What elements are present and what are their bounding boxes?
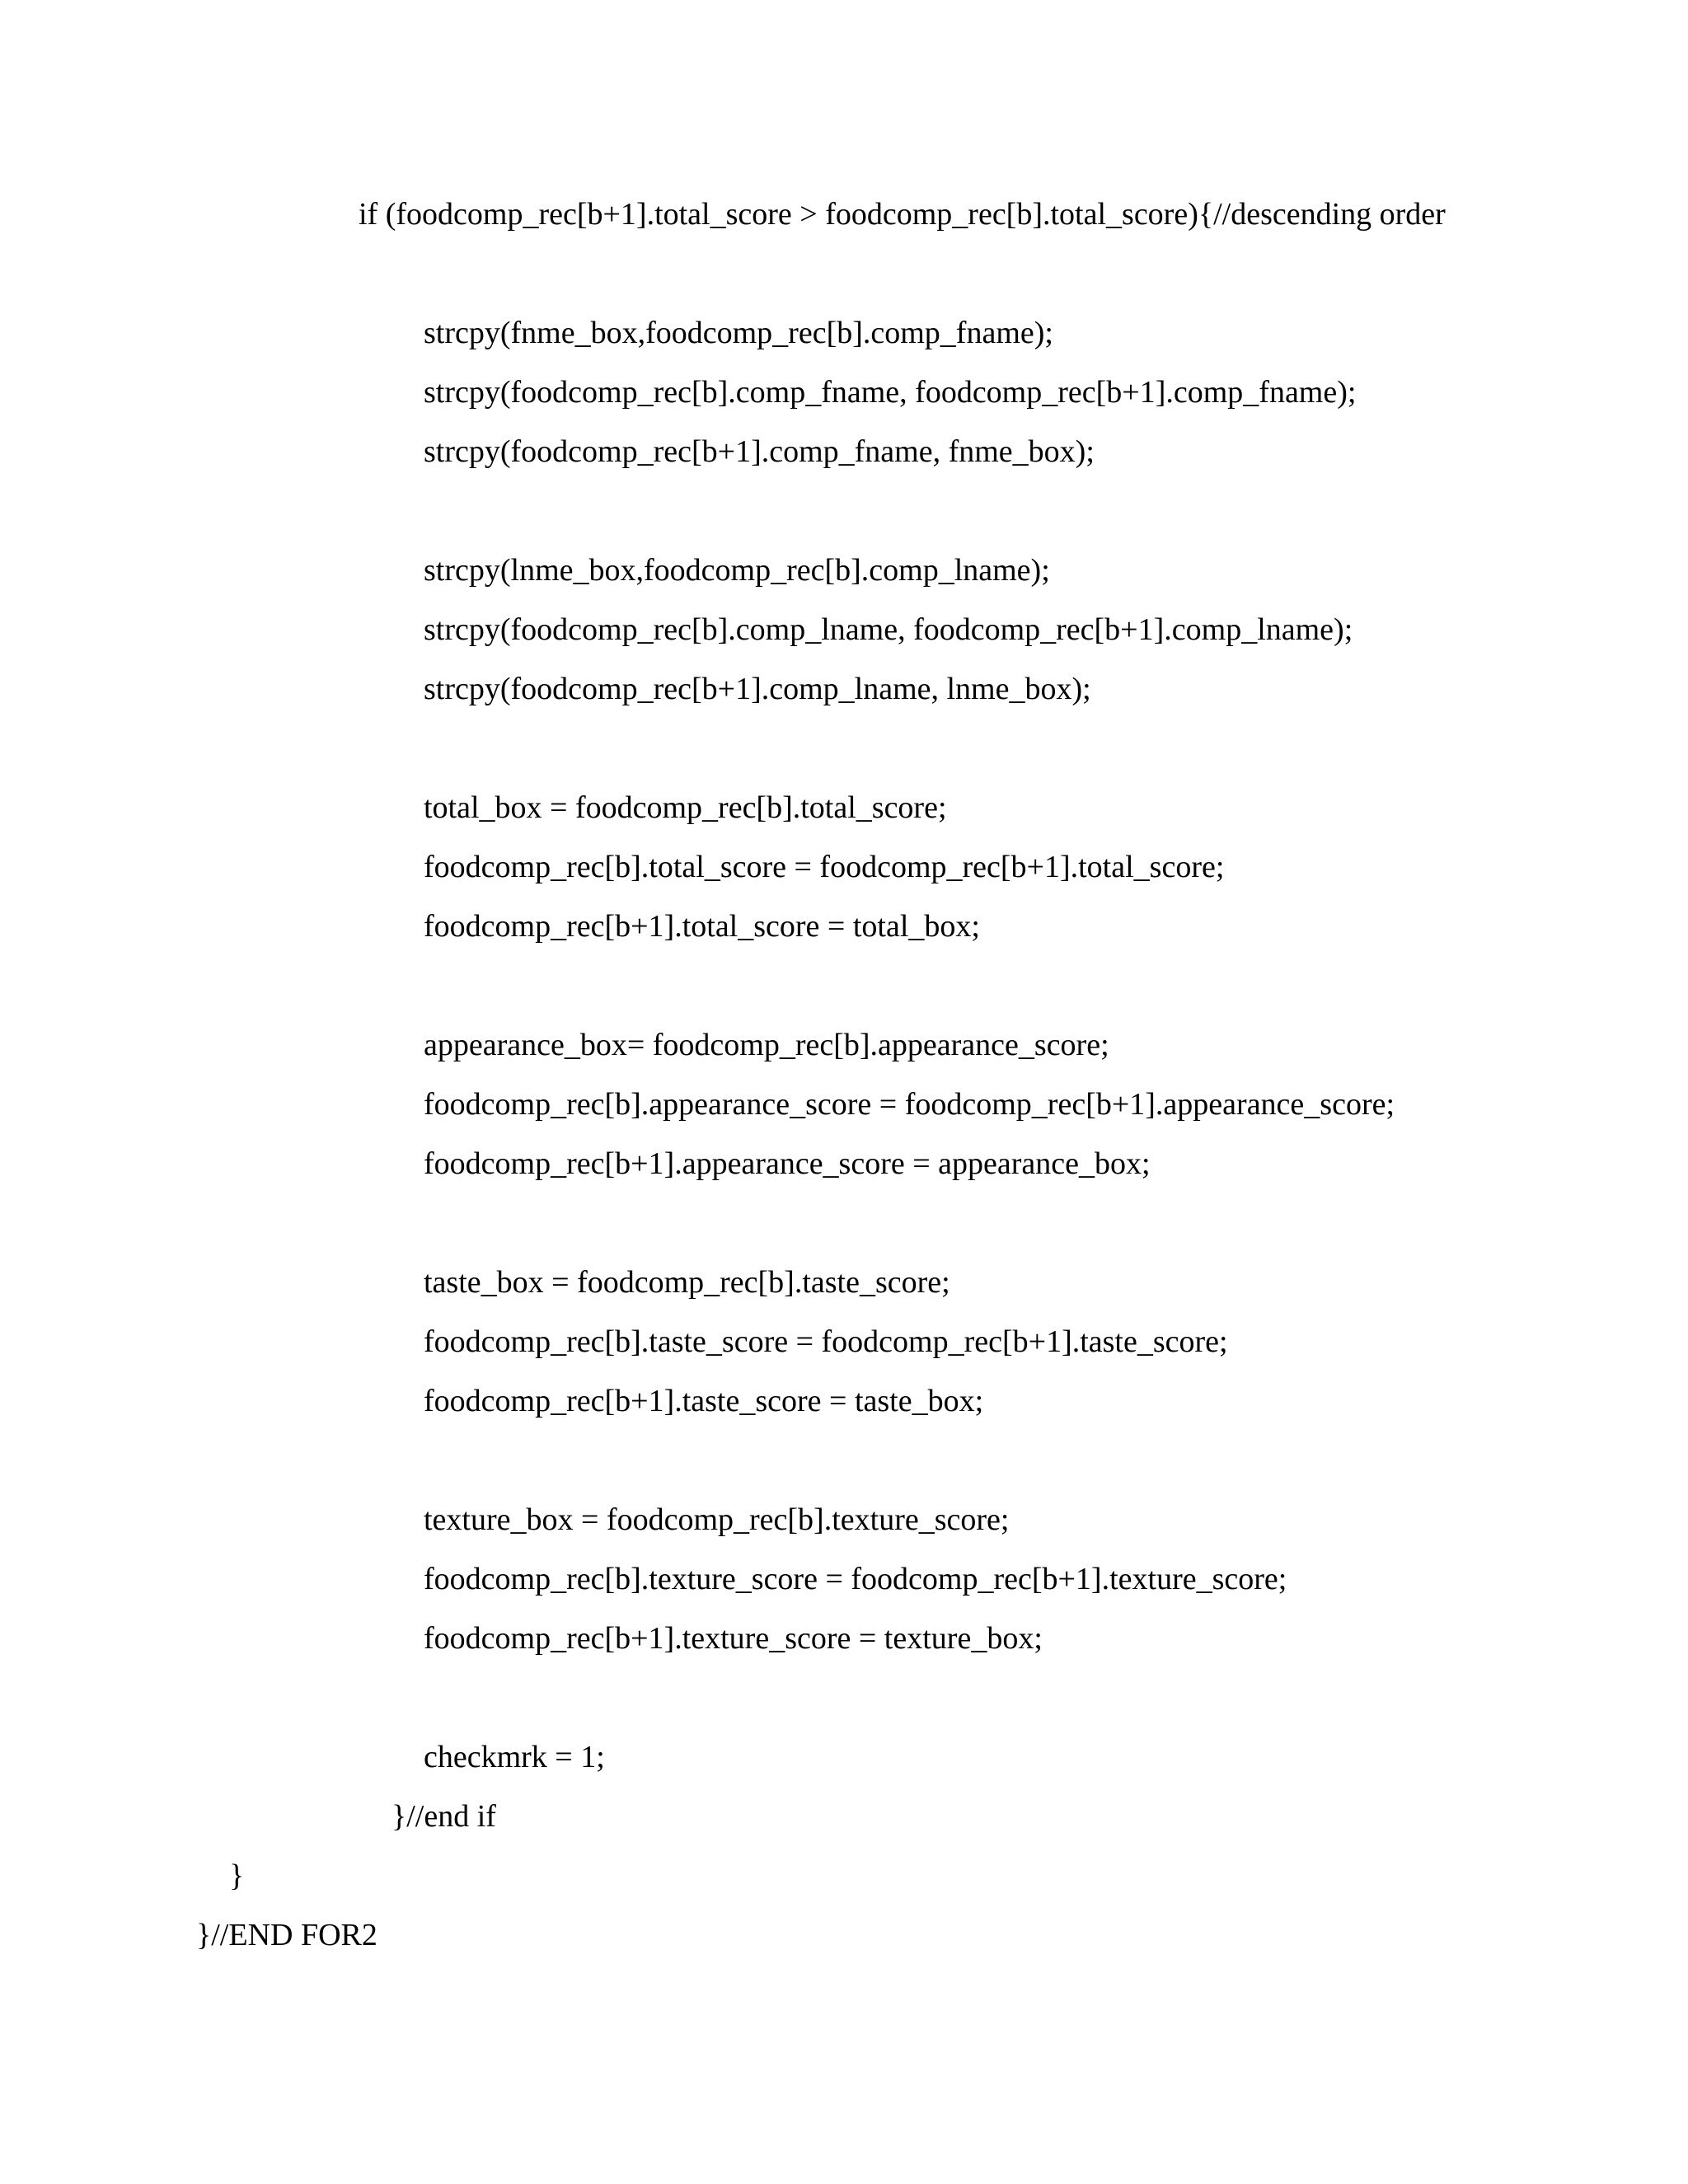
code-line: foodcomp_rec[b].taste_score = foodcomp_rec[b+1].taste_score; <box>424 1324 1228 1359</box>
code-line: foodcomp_rec[b].appearance_score = foodcomp_rec[b+1].appearance_score; <box>424 1087 1395 1122</box>
code-line-closing-brace: } <box>229 1858 245 1893</box>
code-line-end-if: }//end if <box>392 1799 496 1834</box>
code-line: strcpy(foodcomp_rec[b].comp_lname, foodcomp_rec[b+1].comp_lname); <box>424 612 1353 647</box>
code-line: appearance_box= foodcomp_rec[b].appearance_score; <box>424 1028 1109 1062</box>
code-line: foodcomp_rec[b].total_score = foodcomp_rec[b+1].total_score; <box>424 850 1225 884</box>
code-line: strcpy(foodcomp_rec[b+1].comp_fname, fnme_box); <box>424 434 1095 469</box>
code-line: checkmrk = 1; <box>424 1740 605 1774</box>
code-line: total_box = foodcomp_rec[b].total_score; <box>424 790 947 825</box>
code-line: strcpy(foodcomp_rec[b+1].comp_lname, lnme_box); <box>424 672 1091 706</box>
code-line: strcpy(fnme_box,foodcomp_rec[b].comp_fname); <box>424 316 1053 350</box>
code-line-end-for: }//END FOR2 <box>196 1918 377 1952</box>
code-line: texture_box = foodcomp_rec[b].texture_score; <box>424 1502 1010 1537</box>
code-line: foodcomp_rec[b+1].taste_score = taste_box; <box>424 1384 984 1418</box>
code-line: strcpy(foodcomp_rec[b].comp_fname, foodcomp_rec[b+1].comp_fname); <box>424 375 1357 410</box>
code-line: foodcomp_rec[b+1].appearance_score = appearance_box; <box>424 1146 1151 1181</box>
code-line: foodcomp_rec[b+1].texture_score = texture_box; <box>424 1621 1043 1656</box>
code-line: foodcomp_rec[b].texture_score = foodcomp_rec[b+1].texture_score; <box>424 1562 1287 1596</box>
code-line-if-condition: if (foodcomp_rec[b+1].total_score > foodcomp_rec[b].total_score){//descending order <box>359 197 1446 232</box>
code-line: foodcomp_rec[b+1].total_score = total_box; <box>424 909 980 944</box>
code-line: taste_box = foodcomp_rec[b].taste_score; <box>424 1265 950 1300</box>
code-line: strcpy(lnme_box,foodcomp_rec[b].comp_lname); <box>424 553 1050 588</box>
